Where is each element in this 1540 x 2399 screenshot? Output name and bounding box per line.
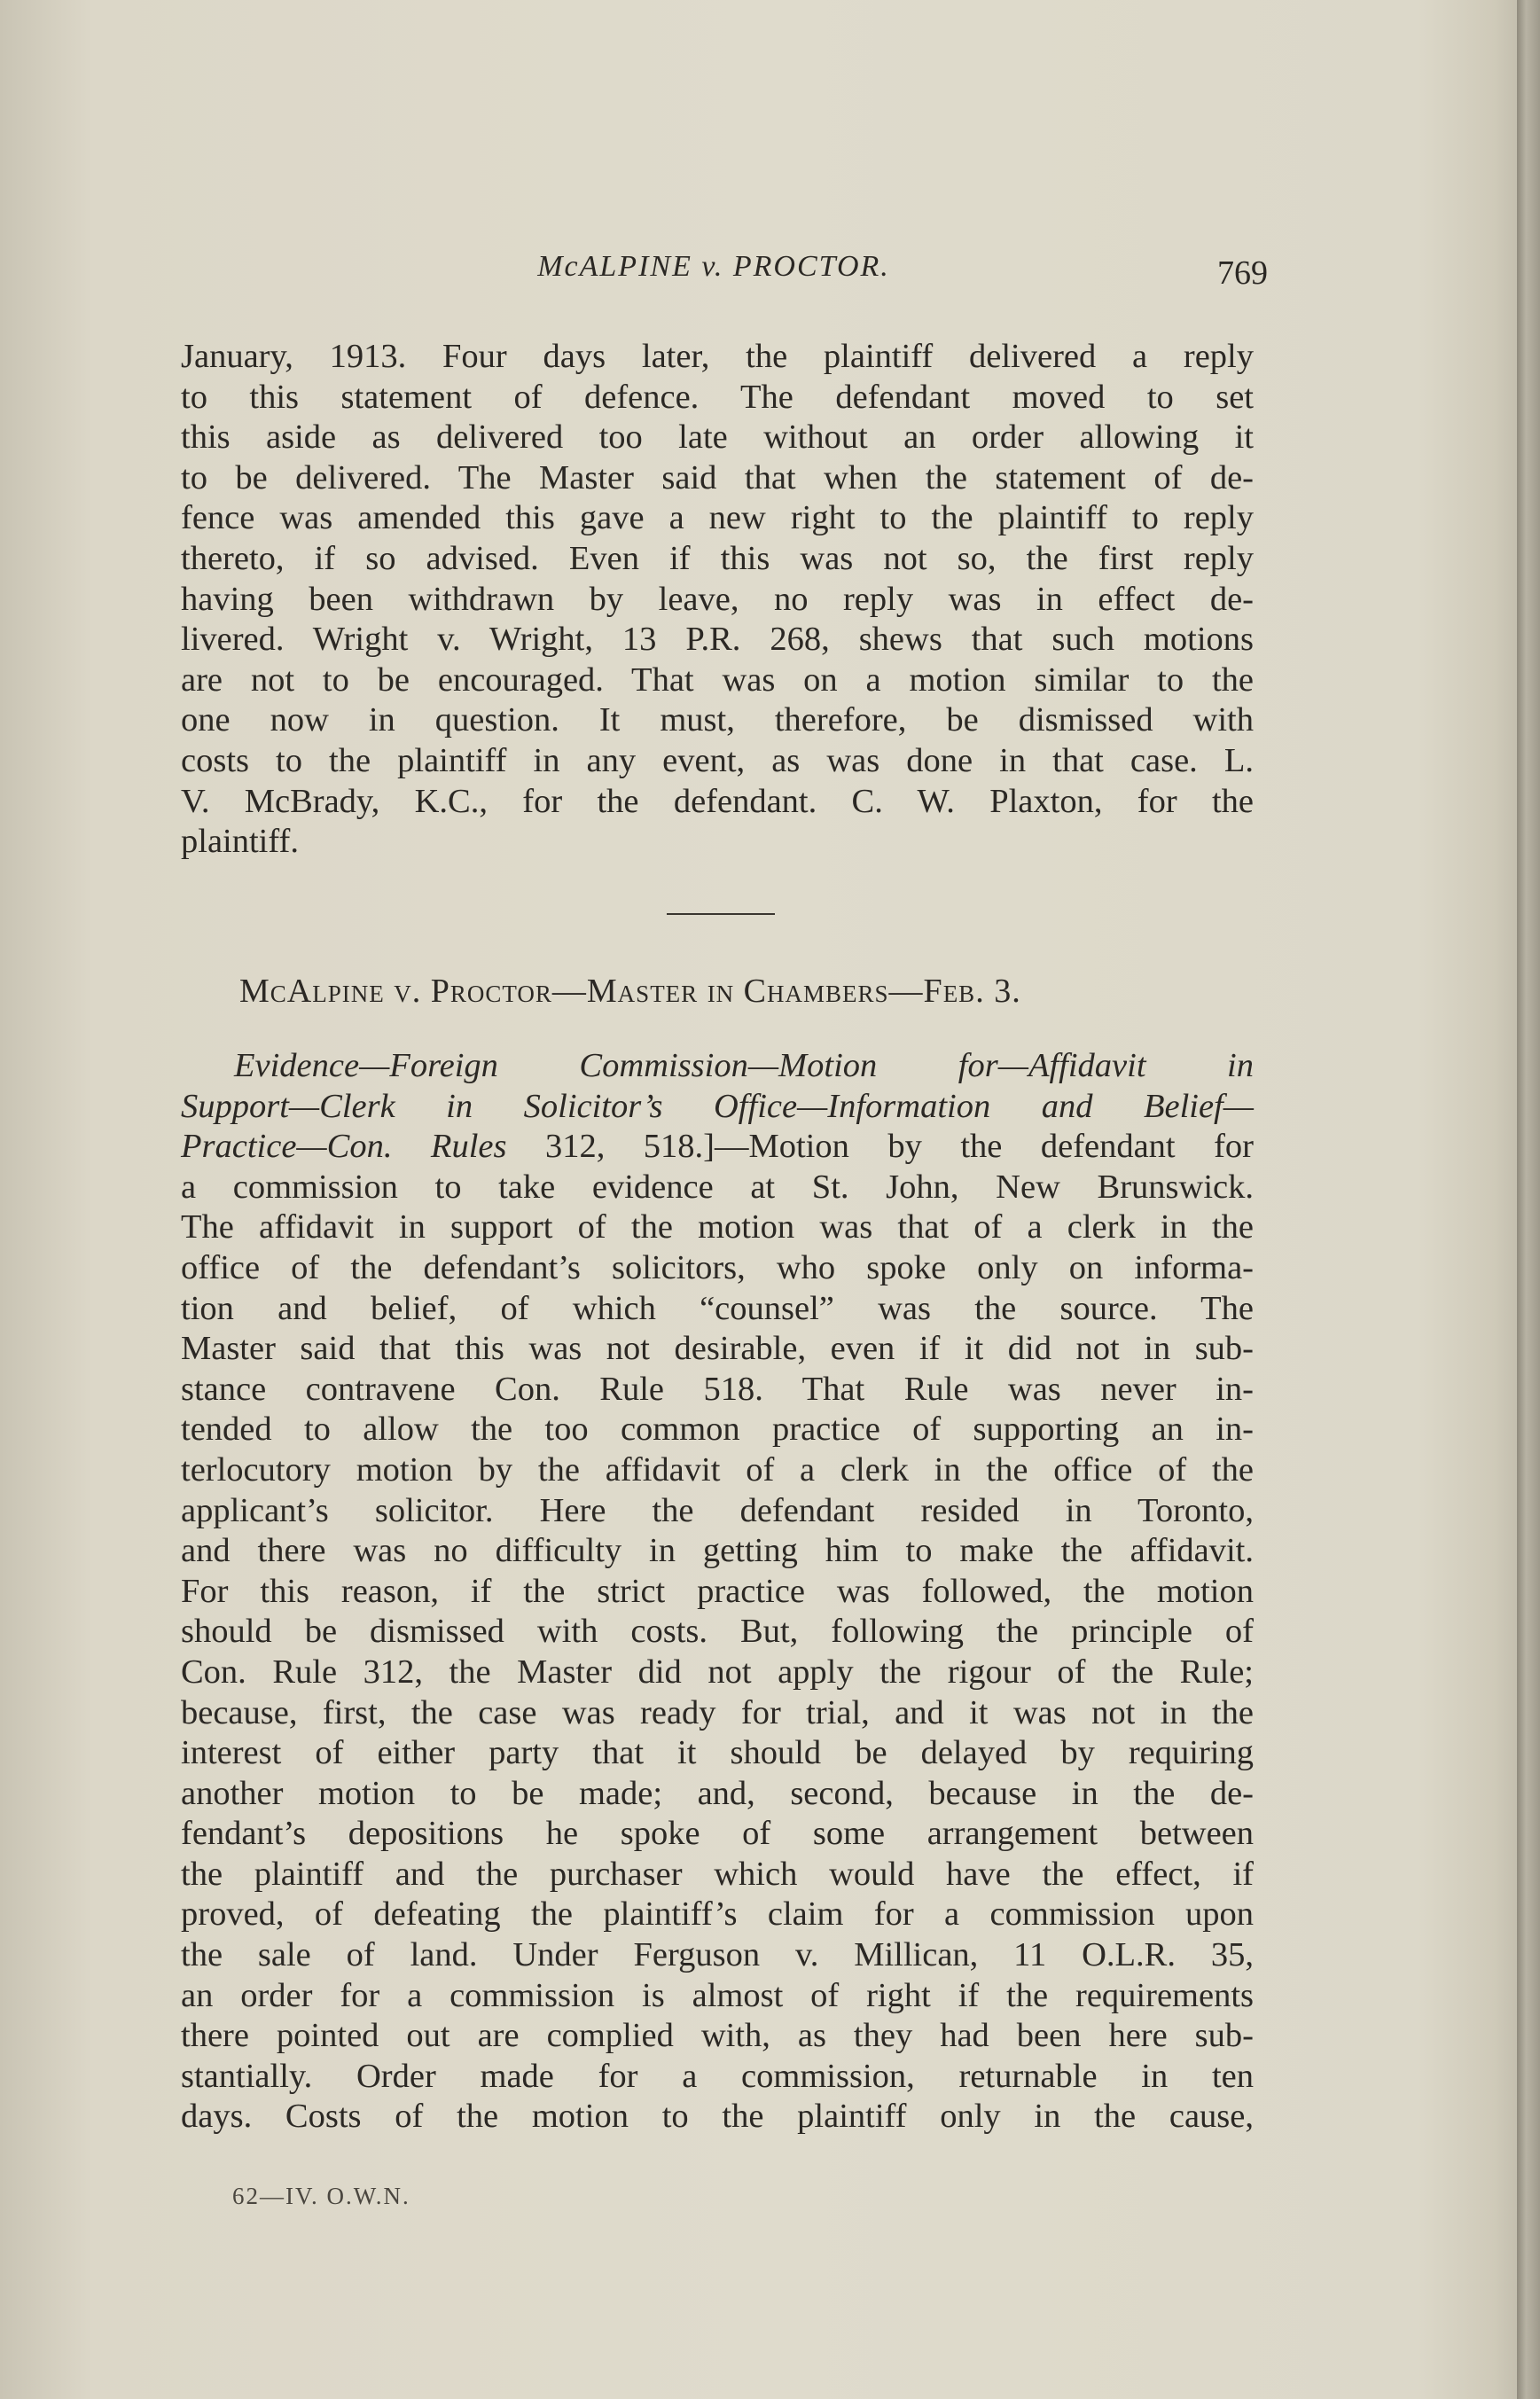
case-heading: McAlpine v. Proctor—Master in Chambers—Feb. 3.: [239, 973, 1021, 1010]
text-line: one now in question. It must, therefore, be dismissed with: [181, 701, 1254, 739]
text-line: fendant’s depositions he spoke of some arrangement between: [181, 1815, 1254, 1853]
text-line: should be dismissed with costs. But, following the principle of: [181, 1613, 1254, 1651]
text-line: Con. Rule 312, the Master did not apply the rigour of the Rule;: [181, 1653, 1254, 1691]
headnote-end: Practice—Con. Rules: [181, 1128, 507, 1166]
text-line: there pointed out are complied with, as they had been here sub-: [181, 2017, 1254, 2055]
text-line: to be delivered. The Master said that when the statement of de-: [181, 458, 1254, 496]
text-line: livered. Wright v. Wright, 13 P.R. 268, shews that such motions: [181, 621, 1254, 659]
running-title: McALPINE v. PROCTOR.: [537, 250, 890, 283]
text-line: January, 1913. Four days later, the plaintiff delivered a reply: [181, 338, 1254, 375]
text-line: proved, of defeating the plaintiff’s claim for a commission upon: [181, 1895, 1254, 1934]
text-line: interest of either party that it should be delayed by requiring: [181, 1734, 1254, 1772]
text-line: stantially. Order made for a commission, returnable in ten: [181, 2057, 1254, 2095]
text-line: a commission to take evidence at St. John, New Brunswick.: [181, 1168, 1254, 1206]
text-line: stance contravene Con. Rule 518. That Rule was never in-: [181, 1370, 1254, 1408]
running-head: [168, 250, 1268, 303]
text-line: the sale of land. Under Ferguson v. Millican, 11 O.L.R. 35,: [181, 1936, 1254, 1974]
text-line: and there was no difficulty in getting him to make the affidavit.: [181, 1532, 1254, 1570]
text-line: terlocutory motion by the affidavit of a clerk in the office of the: [181, 1450, 1254, 1489]
paragraph-continued: [181, 337, 1254, 863]
text-line: For this reason, if the strict practice was followed, the motion: [181, 1572, 1254, 1610]
text-line: office of the defendant’s solicitors, who spoke only on informa-: [181, 1248, 1254, 1286]
headnote-line: Evidence—Foreign Commission—Motion for—Affidavit in: [234, 1047, 1254, 1084]
page-edge: [1517, 0, 1540, 2399]
text-line: fence was amended this gave a new right to the plaintiff to reply: [181, 499, 1254, 537]
text-line: tion and belief, of which “counsel” was the source. The: [181, 1289, 1254, 1327]
text-line: this aside as delivered too late without an order allowing it: [181, 418, 1254, 457]
headnote-line: Support—Clerk in Solicitor’s Office—Information and Belief—: [181, 1087, 1254, 1125]
text-line: costs to the plaintiff in any event, as was done in that case. L.: [181, 741, 1254, 779]
text-line: V. McBrady, K.C., for the defendant. C. W. Plaxton, for the: [181, 782, 1254, 820]
text-line: the plaintiff and the purchaser which would have the effect, if: [181, 1855, 1254, 1893]
signature-mark: 62—IV. O.W.N.: [232, 2183, 410, 2209]
text-line: applicant’s solicitor. Here the defendant resided in Toronto,: [181, 1491, 1254, 1529]
rule-references: 312, 518.]—Motion by the defendant for: [506, 1128, 1255, 1166]
text-line: are not to be encouraged. That was on a motion similar to the: [181, 660, 1254, 699]
headnote-line-mixed: [181, 1127, 1254, 1168]
text-line: thereto, if so advised. Even if this was not so, the first reply: [181, 539, 1254, 577]
text-line: to this statement of defence. The defendant moved to set: [181, 378, 1254, 416]
text-line: another motion to be made; and, second, because in the de-: [181, 1774, 1254, 1812]
text-line: days. Costs of the motion to the plaintiff only in the cause,: [181, 2098, 1254, 2136]
text-line: Master said that this was not desirable, even if it did not in sub-: [181, 1330, 1254, 1368]
text-line: having been withdrawn by leave, no reply was in effect de-: [181, 580, 1254, 618]
text-line: because, first, the case was ready for trial, and it was not in the: [181, 1693, 1254, 1731]
section-divider: [667, 913, 775, 915]
text-line: an order for a commission is almost of right if the requirements: [181, 1976, 1254, 2014]
case-report-paragraph: [181, 1046, 1254, 2137]
text-line: tended to allow the too common practice of supporting an in-: [181, 1410, 1254, 1449]
text-line: The affidavit in support of the motion was that of a clerk in the: [181, 1208, 1254, 1246]
page-number: 769: [1217, 254, 1268, 292]
text-line: plaintiff.: [181, 823, 299, 861]
